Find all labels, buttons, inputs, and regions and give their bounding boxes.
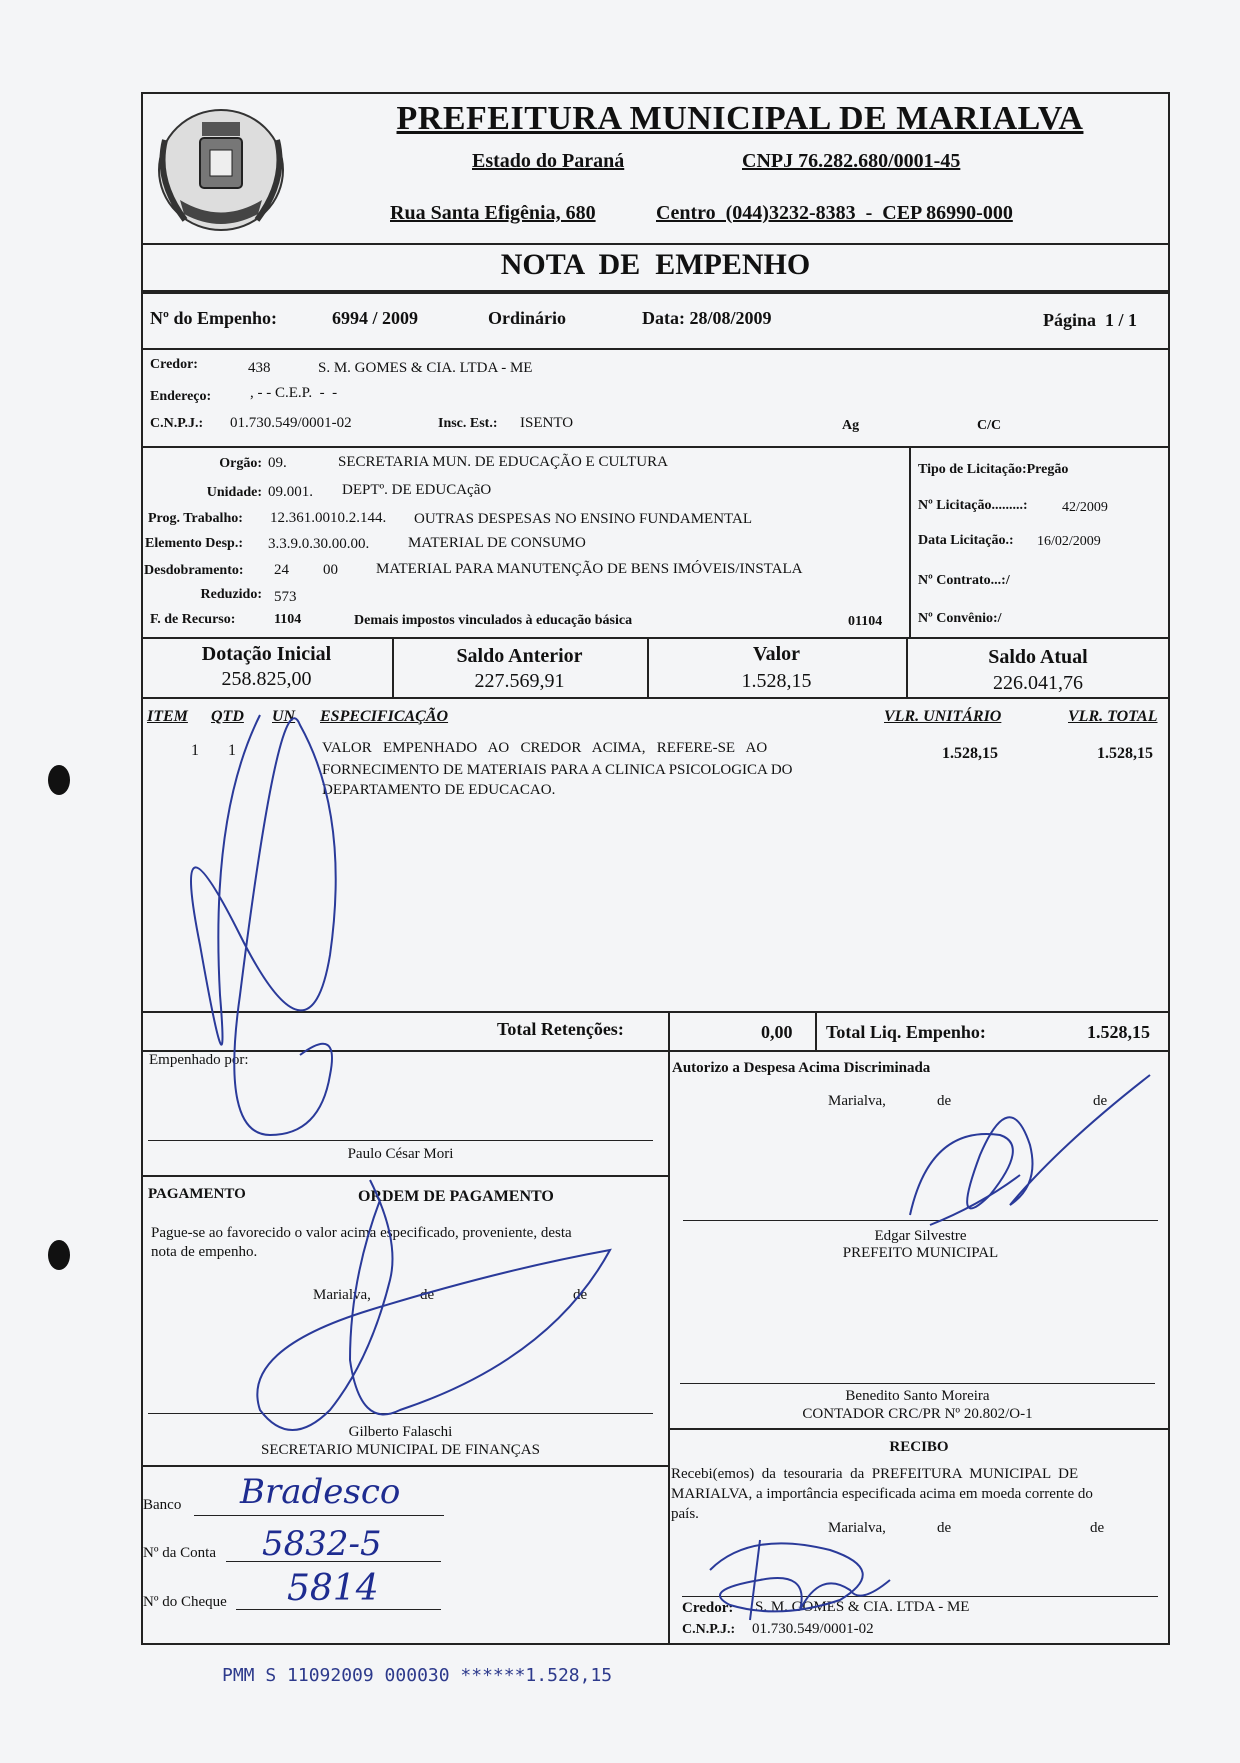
empenho-label: Nº do Empenho: xyxy=(150,308,277,328)
licitacao-data-label: Data Licitação.: xyxy=(918,533,1014,548)
atual-label: Saldo Atual xyxy=(988,646,1088,668)
cheque-value: 5814 xyxy=(287,1568,379,1609)
elemento-name: MATERIAL DE CONSUMO xyxy=(408,535,586,551)
orgao-name: SECRETARIA MUN. DE EDUCAÇÃO E CULTURA xyxy=(338,454,668,470)
endereco-value: , - - C.E.P. - - xyxy=(250,385,338,401)
orgao-code: 09. xyxy=(268,455,287,471)
desdob-label: Desdobramento: xyxy=(144,563,244,578)
pagamento-de1: de xyxy=(420,1287,435,1303)
recibo-text3: país. xyxy=(671,1506,699,1522)
recibo-de1: de xyxy=(937,1520,952,1536)
recibo-credor-name: S. M. GOMES & CIA. LTDA - ME xyxy=(755,1599,970,1615)
recibo-de2: de xyxy=(1090,1520,1105,1536)
item-desc-line2: FORNECIMENTO DE MATERIAIS PARA A CLINICA PSICOLOGICA DO xyxy=(322,762,793,778)
col-total-header: VLR. TOTAL xyxy=(1068,708,1158,725)
address: Rua Santa Efigênia, 680 xyxy=(390,202,596,224)
licitacao-numero-label: Nº Licitação.........: xyxy=(918,498,1028,513)
retencoes-label: Total Retenções: xyxy=(497,1019,624,1039)
autorizo-de2: de xyxy=(1093,1093,1108,1109)
recibo-cnpj-label: C.N.P.J.: xyxy=(682,1622,736,1637)
dotacao-value: 258.825,00 xyxy=(221,668,312,690)
liq-value: 1.528,15 xyxy=(1087,1022,1150,1042)
payment-stamp: PMM S 11092009 000030 ******1.528,15 xyxy=(222,1665,613,1686)
autorizo-de1: de xyxy=(937,1093,952,1109)
desdob-code1: 24 xyxy=(274,562,289,578)
ordem-label: ORDEM DE PAGAMENTO xyxy=(358,1188,554,1205)
reduzido-value: 573 xyxy=(274,589,297,605)
banco-label: Banco xyxy=(143,1497,182,1513)
atual-value: 226.041,76 xyxy=(993,672,1083,694)
conta-label: Nº da Conta xyxy=(143,1545,216,1561)
liq-label: Total Liq. Empenho: xyxy=(826,1022,986,1042)
recurso-code2: 01104 xyxy=(848,614,883,629)
conta-value: 5832-5 xyxy=(262,1524,382,1564)
elemento-code: 3.3.9.0.30.00.00. xyxy=(268,536,370,552)
empenho-number: 6994 / 2009 xyxy=(332,308,419,328)
cnpj-label: C.N.P.J.: xyxy=(150,416,204,431)
cheque-label: Nº do Cheque xyxy=(143,1594,227,1610)
elemento-label: Elemento Desp.: xyxy=(145,536,243,551)
col-un-header: UN xyxy=(272,708,296,725)
credor-code: 438 xyxy=(248,360,271,376)
autorizo-role: PREFEITO MUNICIPAL xyxy=(842,1245,999,1261)
doc-title: NOTA DE EMPENHO xyxy=(500,248,811,281)
unidade-label: Unidade: xyxy=(206,485,262,500)
insc-value: ISENTO xyxy=(520,415,574,431)
col-esp-header: ESPECIFICAÇÃO xyxy=(320,708,449,725)
licitacao-data-value: 16/02/2009 xyxy=(1037,534,1101,549)
item-desc-line1: VALOR EMPENHADO AO CREDOR ACIMA, REFERE-SE AO xyxy=(322,740,768,756)
autorizo-name: Edgar Silvestre xyxy=(874,1228,967,1244)
credor-label: Credor: xyxy=(150,357,198,372)
credor-name: S. M. GOMES & CIA. LTDA - ME xyxy=(318,360,533,376)
item-unit-value: 1.528,15 xyxy=(942,745,998,762)
ag-label: Ag xyxy=(842,418,860,433)
signature-empenhado-icon xyxy=(180,695,400,1155)
coat-of-arms-icon xyxy=(150,100,292,240)
pagamento-de2: de xyxy=(573,1287,588,1303)
valor-label: Valor xyxy=(752,643,801,665)
unidade-name: DEPTº. DE EDUCAçãO xyxy=(342,482,492,498)
banco-value: Bradesco xyxy=(240,1472,401,1512)
cnpj-header: CNPJ 76.282.680/0001-45 xyxy=(742,150,961,172)
anterior-label: Saldo Anterior xyxy=(456,645,583,667)
recibo-cnpj-value: 01.730.549/0001-02 xyxy=(752,1621,874,1637)
item-desc-line3: DEPARTAMENTO DE EDUCACAO. xyxy=(322,782,556,798)
insc-label: Insc. Est.: xyxy=(438,416,498,431)
recibo-text1: Recebi(emos) da tesouraria da PREFEITURA MUNICIPAL DE xyxy=(671,1466,1079,1482)
punch-hole-bottom xyxy=(48,1240,70,1270)
empenho-date: Data: 28/08/2009 xyxy=(642,308,772,328)
recurso-label: F. de Recurso: xyxy=(150,612,236,627)
recurso-code: 1104 xyxy=(274,612,302,627)
recibo-label: RECIBO xyxy=(889,1439,949,1455)
pagamento-place: Marialva, xyxy=(313,1287,371,1303)
reduzido-label: Reduzido: xyxy=(200,587,262,602)
pagamento-role: SECRETARIO MUNICIPAL DE FINANÇAS xyxy=(261,1442,540,1458)
desdob-name: MATERIAL PARA MANUTENÇÃO DE BENS IMÓVEIS/INSTALA xyxy=(376,561,803,577)
dotacao-label: Dotação Inicial xyxy=(201,643,332,665)
recibo-credor-label: Credor: xyxy=(682,1600,734,1616)
autorizo-place: Marialva, xyxy=(828,1093,886,1109)
pagamento-label: PAGAMENTO xyxy=(148,1186,246,1202)
recibo-place: Marialva, xyxy=(828,1520,886,1536)
signature-credor-icon xyxy=(690,1510,910,1630)
col-item-header: ITEM xyxy=(147,708,188,725)
licitacao-numero-value: 42/2009 xyxy=(1062,500,1108,515)
unidade-code: 09.001. xyxy=(268,484,313,500)
valor-value: 1.528,15 xyxy=(741,670,812,692)
prog-code: 12.361.0010.2.144. xyxy=(270,510,387,526)
recurso-name: Demais impostos vinculados à educação básica xyxy=(354,613,633,628)
autorizo-label: Autorizo a Despesa Acima Discriminada xyxy=(672,1060,931,1076)
licitacao-tipo: Tipo de Licitação:Pregão xyxy=(918,462,1069,477)
orgao-label: Orgão: xyxy=(219,456,262,471)
signature-gilberto-icon xyxy=(250,1160,630,1460)
prog-name: OUTRAS DESPESAS NO ENSINO FUNDAMENTAL xyxy=(414,511,752,527)
prefeitura-title: PREFEITURA MUNICIPAL DE MARIALVA xyxy=(396,100,1084,137)
pagamento-text2: nota de empenho. xyxy=(151,1244,258,1260)
anterior-value: 227.569,91 xyxy=(474,670,565,692)
cnpj-value: 01.730.549/0001-02 xyxy=(230,415,352,431)
prog-label: Prog. Trabalho: xyxy=(148,511,243,526)
empenhado-label: Empenhado por: xyxy=(149,1052,249,1068)
empenhado-name: Paulo César Mori xyxy=(347,1146,454,1162)
pagamento-text1: Pague-se ao favorecido o valor acima especificado, proveniente, desta xyxy=(151,1225,572,1241)
col-unit-header: VLR. UNITÁRIO xyxy=(884,708,1002,725)
cc-label: C/C xyxy=(977,418,1002,433)
contador-role: CONTADOR CRC/PR Nº 20.802/O-1 xyxy=(802,1406,1033,1422)
item-number: 1 xyxy=(191,742,199,759)
contrato: Nº Contrato...:/ xyxy=(918,573,1010,588)
pagamento-name: Gilberto Falaschi xyxy=(348,1424,453,1440)
page-number: Página 1 / 1 xyxy=(1043,310,1138,330)
recibo-text2: MARIALVA, a importância especificada acima em moeda corrente do xyxy=(671,1486,1093,1502)
item-total-value: 1.528,15 xyxy=(1097,745,1153,762)
empenho-type: Ordinário xyxy=(488,308,567,328)
signature-edgar-icon xyxy=(900,1065,1160,1235)
item-qtd: 1 xyxy=(228,742,236,759)
endereco-label: Endereço: xyxy=(150,389,212,404)
district-phone-cep: Centro (044)3232-8383 - CEP 86990-000 xyxy=(656,202,1013,224)
state-name: Estado do Paraná xyxy=(472,150,625,172)
col-qtd-header: QTD xyxy=(211,708,244,725)
retencoes-value: 0,00 xyxy=(761,1022,793,1042)
convenio: Nº Convênio:/ xyxy=(918,611,1002,626)
desdob-code2: 00 xyxy=(323,562,338,578)
punch-hole-top xyxy=(48,765,70,795)
contador-name: Benedito Santo Moreira xyxy=(845,1388,990,1404)
